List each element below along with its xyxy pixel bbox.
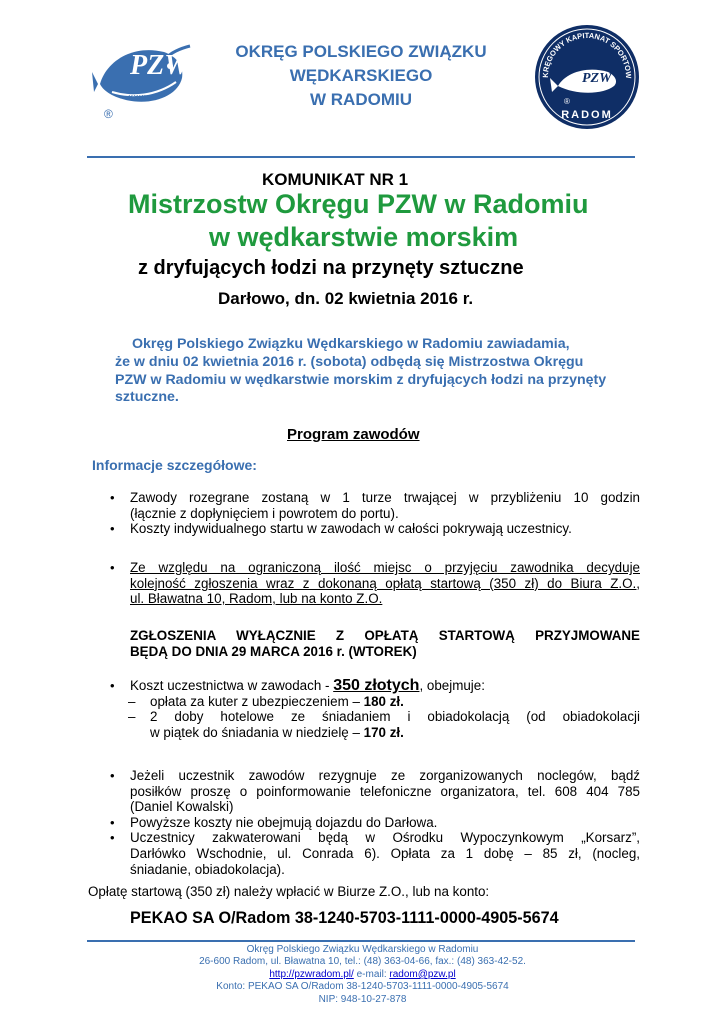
notice-line1: ZGŁOSZENIA WYŁĄCZNIE Z OPŁATĄ STARTOWĄ PRZYJMOWANE bbox=[130, 628, 640, 643]
payment-line: Opłatę startową (350 zł) należy wpłacić w Biurze Z.O., lub na konto: bbox=[88, 884, 490, 899]
logo-right-city: RADOM bbox=[561, 109, 613, 121]
org-name bbox=[200, 40, 522, 112]
email-link[interactable]: radom@pzw.pl bbox=[389, 968, 456, 980]
intro-line4: sztuczne. bbox=[115, 389, 179, 406]
email-label: e-mail: bbox=[353, 968, 390, 980]
place-date: Darłowo, dn. 02 kwietnia 2016 r. bbox=[218, 289, 474, 308]
b1-line1: • Zawody rozegrane zostaną w 1 turze trwającej w przybliżeniu 10 godzin bbox=[130, 490, 640, 505]
list-item bbox=[106, 521, 640, 537]
logo-right-reg: ® bbox=[564, 97, 570, 106]
org-name-line2: WĘDKARSKIEGO bbox=[289, 66, 433, 85]
cost-amount: 350 złotych bbox=[333, 677, 420, 694]
intro-line1: Okręg Polskiego Związku Wędkarskiego w Radomiu zawiadamia, bbox=[132, 336, 570, 352]
main-title-line2: w wędkarstwie morskim bbox=[209, 222, 519, 252]
details-block-3 bbox=[106, 768, 640, 877]
footer-divider bbox=[87, 940, 635, 942]
footer-nip: NIP: 948-10-27-878 bbox=[318, 993, 407, 1005]
logo-right-pzw: PZW bbox=[582, 71, 612, 86]
notice-line2: BĘDĄ DO DNIA 29 MARCA 2016 r. (WTOREK) bbox=[130, 643, 417, 659]
pzw-logo-left bbox=[92, 22, 196, 126]
logo-left-text: PZW bbox=[130, 50, 190, 81]
cost-block bbox=[106, 678, 640, 740]
b1-line2: (łącznie z dopłynięciem i powrotem do portu). bbox=[130, 505, 399, 521]
d2-line2: w piątek do śniadania w niedzielę – bbox=[150, 724, 364, 740]
b3-line2: kolejność zgłoszenia wraz z dokonaną opłatą startową (350 zł) do Biura Z.O., bbox=[130, 575, 640, 591]
footer bbox=[90, 944, 635, 1006]
list-item bbox=[106, 768, 640, 815]
footer-account: Konto: PEKAO SA O/Radom 38-1240-5703-1111-0000-4905-5674 bbox=[216, 981, 509, 993]
kapitanat-logo-right bbox=[534, 24, 640, 130]
org-name-line3: W RADOMIU bbox=[310, 90, 412, 109]
d2-line1: – 2 doby hotelowe ze śniadaniem i obiadokolacją (od obiadokolacji bbox=[150, 709, 640, 725]
b5-line3: (Daniel Kowalski) bbox=[130, 799, 234, 815]
list-item bbox=[106, 815, 640, 831]
cost-prefix: Koszt uczestnictwa w zawodach - bbox=[130, 678, 334, 693]
header-divider bbox=[87, 156, 635, 158]
intro-paragraph bbox=[115, 336, 655, 407]
intro-line2: że w dniu 02 kwietnia 2016 r. (sobota) odbędą się Mistrzostwa Okręgu bbox=[115, 353, 584, 370]
bank-account: PEKAO SA O/Radom 38-1240-5703-1111-0000-4905-5674 bbox=[130, 909, 559, 927]
footer-contact bbox=[90, 969, 635, 981]
b3-line3: ul. Bławatna 10, Radom, lub na konto Z.O. bbox=[130, 591, 383, 607]
b7-line2: Darłówko Wschodnie, ul. Conrada 6). Opłata za 1 dobę – 85 zł, (nocleg, bbox=[130, 845, 640, 861]
b7-line3: śniadanie, obiadokolacja). bbox=[130, 861, 285, 877]
logo-left-stars: ××××× bbox=[128, 92, 155, 102]
subtitle: z dryfujących łodzi na przynęty sztuczne bbox=[138, 257, 524, 279]
main-title-line1: Mistrzostw Okręgu PZW w Radomiu bbox=[128, 189, 589, 219]
list-item bbox=[106, 490, 640, 521]
b5-line1: • Jeżeli uczestnik zawodów rezygnuje ze zorganizowanych noclegów, bądź bbox=[130, 768, 640, 783]
program-heading: Program zawodów bbox=[287, 426, 420, 443]
d1-amount: 180 zł. bbox=[363, 693, 404, 709]
logo-left-reg: ® bbox=[104, 107, 113, 121]
b2-text: • Koszty indywidualnego startu w zawodach w całości pokrywają uczestnicy. bbox=[130, 521, 572, 537]
intro-line3: PZW w Radomiu w wędkarstwie morskim z dryfujących łodzi na przynęty bbox=[115, 371, 607, 388]
details-block-1 bbox=[106, 490, 640, 537]
logo-right-arc-text: KRĘGOWY KAPITANAT SPORTOW bbox=[540, 30, 634, 79]
cost-item bbox=[124, 694, 640, 710]
b7-line1: • Uczestnicy zakwaterowani będą w Ośrodku Wypoczynkowym „Korsarz”, bbox=[130, 830, 640, 846]
details-block-2 bbox=[106, 560, 640, 607]
list-item bbox=[106, 830, 640, 877]
d2-amount: 170 zł. bbox=[363, 724, 404, 740]
b6-text: • Powyższe koszty nie obejmują dojazdu do Darłowa. bbox=[130, 814, 438, 830]
list-item bbox=[106, 560, 640, 607]
d1-text: opłata za kuter z ubezpieczeniem – bbox=[150, 693, 364, 709]
org-name-line1: OKRĘG POLSKIEGO ZWIĄZKU bbox=[235, 42, 487, 61]
cost-item bbox=[124, 709, 640, 740]
b5-line2: posiłków proszę o poinformowanie telefoniczne organizatora, tel. 608 404 785 bbox=[130, 783, 640, 799]
cost-suffix: , obejmuje: bbox=[419, 678, 485, 693]
footer-line1: Okręg Polskiego Związku Wędkarskiego w Radomiu bbox=[246, 944, 479, 955]
list-item bbox=[106, 678, 640, 694]
komunikat-title: KOMUNIKAT NR 1 bbox=[262, 170, 409, 189]
b3-line1: • Ze względu na ograniczoną ilość miejsc o przyjęciu zawodnika decyduje bbox=[130, 560, 640, 575]
details-heading: Informacje szczegółowe: bbox=[92, 457, 257, 473]
footer-line2: 26-600 Radom, ul. Bławatna 10, tel.: (48) 363-04-66, fax.: (48) 363-42-52. bbox=[199, 956, 526, 968]
website-link[interactable]: http://pzwradom.pl/ bbox=[269, 968, 354, 980]
deadline-notice bbox=[130, 628, 640, 659]
